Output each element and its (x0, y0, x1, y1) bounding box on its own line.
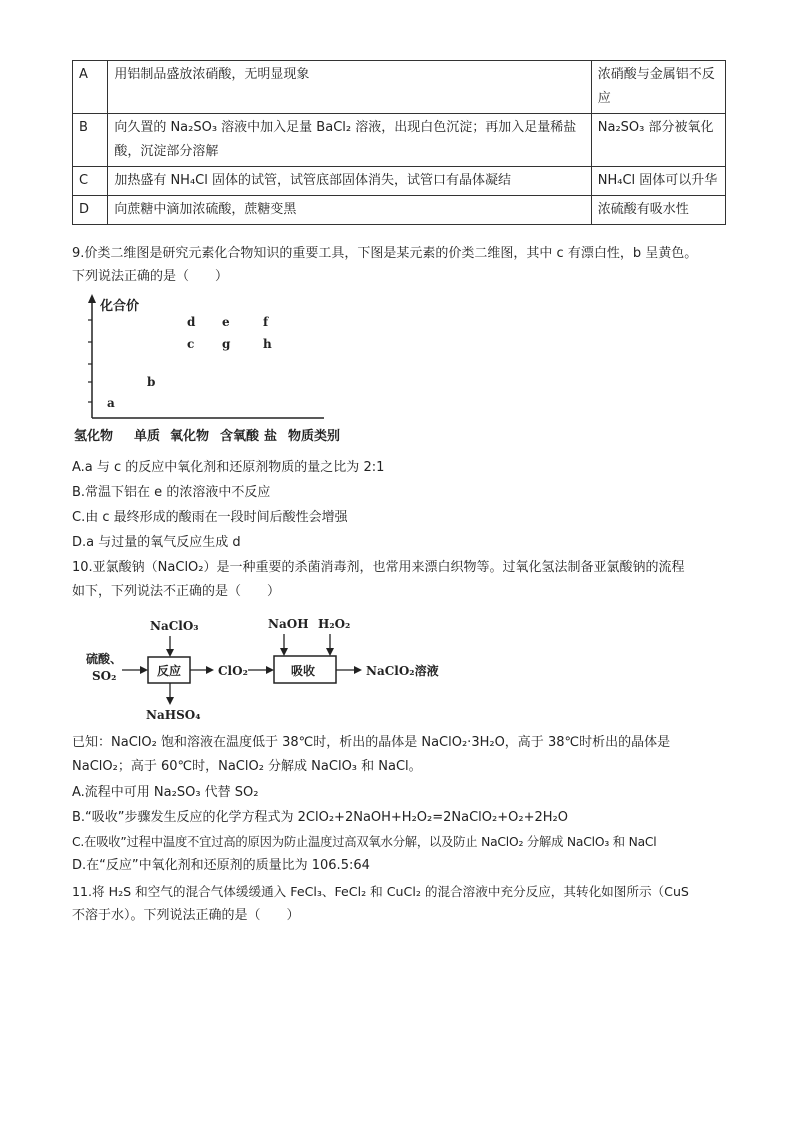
q10-known-line2: NaClO₂；高于 60℃时，NaClO₂ 分解成 NaClO₃ 和 NaCl。 (72, 759, 422, 774)
q9-option-a: A.a 与 c 的反应中氧化剂和还原剂物质的量之比为 2:1 (72, 460, 385, 475)
q10-option-b: B.“吸收”步骤发生反应的化学方程式为 2ClO₂+2NaOH+H₂O₂=2NaClO₂+O₂+2H₂O (72, 810, 568, 825)
table-row (73, 196, 726, 225)
operation-cell: 向蔗糖中滴加浓硫酸，蔗糖变黑 (108, 196, 591, 225)
conclusion-cell: 浓硝酸与金属铝不反应 (591, 61, 725, 114)
x-axis-label: 物质类别 (288, 429, 341, 444)
point-f: f (263, 315, 269, 329)
q9-stem-line2: 下列说法正确的是（ ） (72, 269, 229, 284)
q9-option-b: B.常温下铝在 e 的浓溶液中不反应 (72, 485, 271, 500)
point-a: a (107, 396, 115, 410)
input-naoh: NaOH (268, 617, 309, 631)
operation-cell: 用铝制品盛放浓硝酸，无明显现象 (108, 61, 591, 114)
q10-option-c: C.在吸收”过程中温度不宜过高的原因为防止温度过高双氧水分解，以及防止 NaClO₂ 分解成 NaClO₃ 和 NaCl (72, 835, 657, 849)
point-h: h (263, 337, 272, 351)
q10-stem-line2: 如下，下列说法不正确的是（ ） (72, 584, 281, 599)
options-table (72, 60, 726, 225)
output-nahso4: NaHSO₄ (146, 708, 201, 722)
q9-option-d: D.a 与过量的氧气反应生成 d (72, 535, 241, 550)
q11-stem-line1: 11.将 H₂S 和空气的混合气体缓缓通入 FeCl₃、FeCl₂ 和 CuCl₂ 的混合溶液中充分反应，其转化如图所示（CuS (72, 884, 689, 899)
q10-option-a: A.流程中可用 Na₂SO₃ 代替 SO₂ (72, 785, 259, 800)
category-label: 含氧酸 (220, 429, 260, 444)
input-h2o2: H₂O₂ (318, 617, 351, 631)
point-e: e (222, 315, 230, 329)
q9-option-c: C.由 c 最终形成的酸雨在一段时间后酸性会增强 (72, 510, 348, 525)
option-letter: C (73, 167, 108, 196)
q10-known-line1: 已知：NaClO₂ 饱和溶液在温度低于 38℃时，析出的晶体是 NaClO₂·3H₂O，高于 38℃时析出的晶体是 (72, 735, 671, 750)
q10-stem-line1: 10.亚氯酸钠（NaClO₂）是一种重要的杀菌消毒剂，也常用来漂白织物等。过氧化氢法制备亚氯酸钠的流程 (72, 560, 685, 575)
q10-option-d: D.在“反应”中氧化剂和还原剂的质量比为 106.5:64 (72, 858, 370, 873)
table-row (73, 167, 726, 196)
q9-stem-line1: 9.价类二维图是研究元素化合物知识的重要工具，下图是某元素的价类二维图，其中 c 有漂白性，b 呈黄色。 (72, 246, 698, 261)
y-axis-label: 化合价 (100, 299, 140, 314)
valence-class-chart (74, 290, 364, 450)
y-axis-arrow (88, 294, 96, 303)
q11-stem-line2: 不溶于水）。下列说法正确的是（ ） (72, 908, 300, 923)
category-label: 氢化物 (74, 429, 114, 444)
intermediate-clo2: ClO₂ (218, 664, 248, 678)
input-naclo3: NaClO₃ (150, 619, 199, 633)
point-g: g (222, 337, 231, 351)
category-label: 氧化物 (170, 429, 210, 444)
conclusion-cell: NH₄Cl 固体可以升华 (591, 167, 725, 196)
category-label: 盐 (264, 429, 278, 444)
table-row (73, 61, 726, 114)
input-acid: 硫酸、 (86, 652, 123, 666)
product-naclo2: NaClO₂溶液 (366, 664, 439, 678)
point-c: c (187, 337, 195, 351)
input-so2: SO₂ (92, 669, 117, 683)
operation-cell: 向久置的 Na₂SO₃ 溶液中加入足量 BaCl₂ 溶液，出现白色沉淀；再加入足量稀盐酸，沉淀部分溶解 (108, 114, 591, 167)
option-letter: B (73, 114, 108, 167)
table-row (73, 114, 726, 167)
operation-cell: 加热盛有 NH₄Cl 固体的试管，试管底部固体消失，试管口有晶体凝结 (108, 167, 591, 196)
point-d: d (187, 315, 196, 329)
absorb-label: 吸收 (291, 664, 316, 678)
option-letter: D (73, 196, 108, 225)
point-b: b (147, 375, 156, 389)
category-label: 单质 (134, 429, 161, 444)
option-letter: A (73, 61, 108, 114)
conclusion-cell: Na₂SO₃ 部分被氧化 (591, 114, 725, 167)
conclusion-cell: 浓硫酸有吸水性 (591, 196, 725, 225)
reaction-label: 反应 (157, 664, 182, 678)
process-flow-diagram (82, 612, 462, 726)
